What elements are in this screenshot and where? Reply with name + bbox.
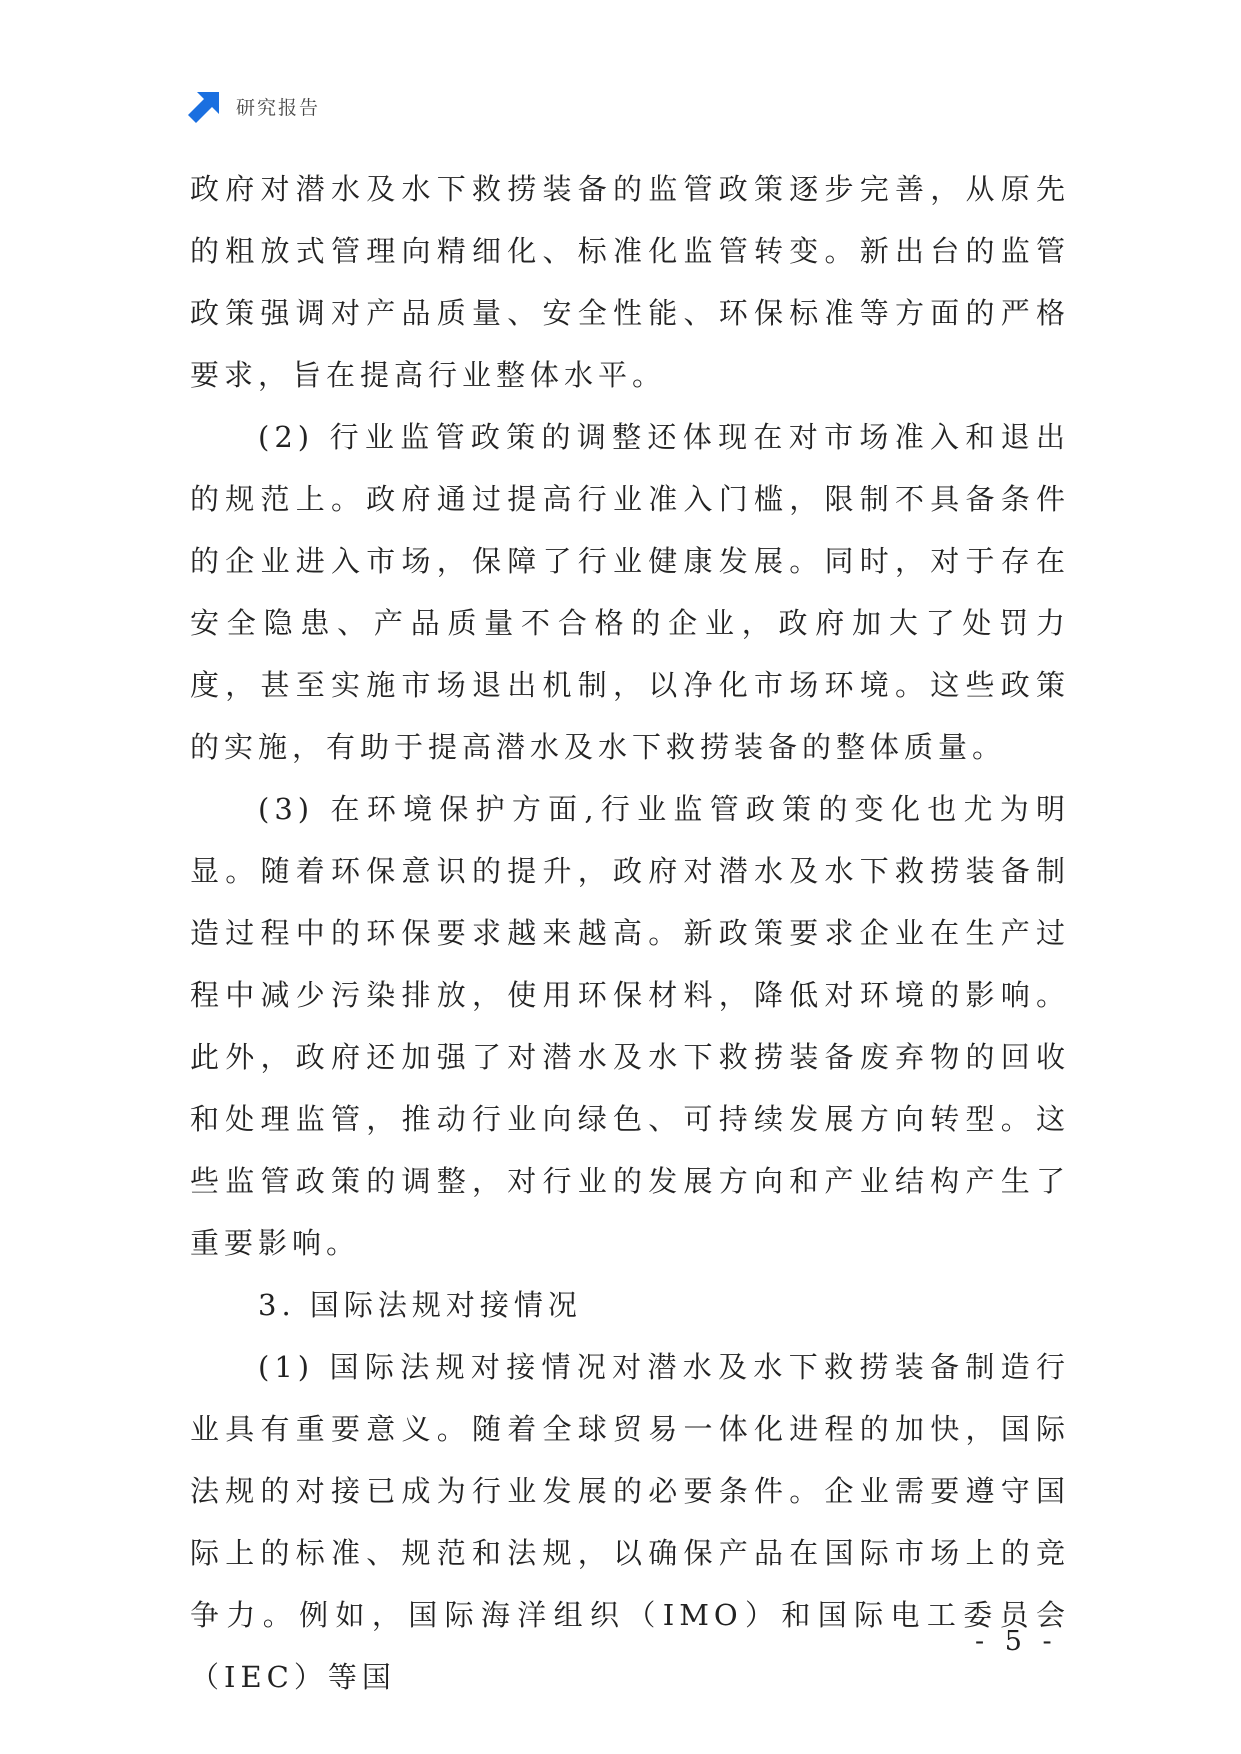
paragraph-policy-overview: 政府对潜水及水下救捞装备的监管政策逐步完善，从原先的粗放式管理向精细化、标准化监管转变。新出台的监管政策强调对产品质量、安全性能、环保标准等方面的严格要求，旨在提高行业整体水平。 bbox=[190, 172, 1070, 392]
header-title: 研究报告 bbox=[236, 96, 321, 119]
page-header bbox=[188, 88, 320, 124]
document-body bbox=[190, 158, 1070, 1708]
paragraph-international-alignment: (1) 国际法规对接情况对潜水及水下救捞装备制造行业具有重要意义。随着全球贸易一体化进程的加快，国际法规的对接已成为行业发展的必要条件。企业需要遵守国际上的标准、规范和法规，以确保产品在国际市场上的竞争力。例如，国际海洋组织（IMO）和国际电工委员会（IEC）等国 bbox=[190, 1350, 1070, 1694]
paragraph-market-access: (2) 行业监管政策的调整还体现在对市场准入和退出的规范上。政府通过提高行业准入门槛，限制不具备条件的企业进入市场，保障了行业健康发展。同时，对于存在安全隐患、产品质量不合格的企业，政府加大了处罚力度，甚至实施市场退出机制，以净化市场环境。这些政策的实施，有助于提高潜水及水下救捞装备的整体质量。 bbox=[190, 420, 1070, 764]
paragraph-environmental: (3) 在环境保护方面,行业监管政策的变化也尤为明显。随着环保意识的提升，政府对潜水及水下救捞装备制造过程中的环保要求越来越高。新政策要求企业在生产过程中减少污染排放，使用环保材料，降低对环境的影响。此外，政府还加强了对潜水及水下救捞装备废弃物的回收和处理监管，推动行业向绿色、可持续发展方向转型。这些监管政策的调整，对行业的发展方向和产业结构产生了重要影响。 bbox=[190, 792, 1070, 1260]
page-number: - 5 - bbox=[975, 1626, 1058, 1657]
section-heading-international-regulations: 3. 国际法规对接情况 bbox=[258, 1288, 582, 1322]
arrow-up-right-icon bbox=[188, 89, 222, 123]
